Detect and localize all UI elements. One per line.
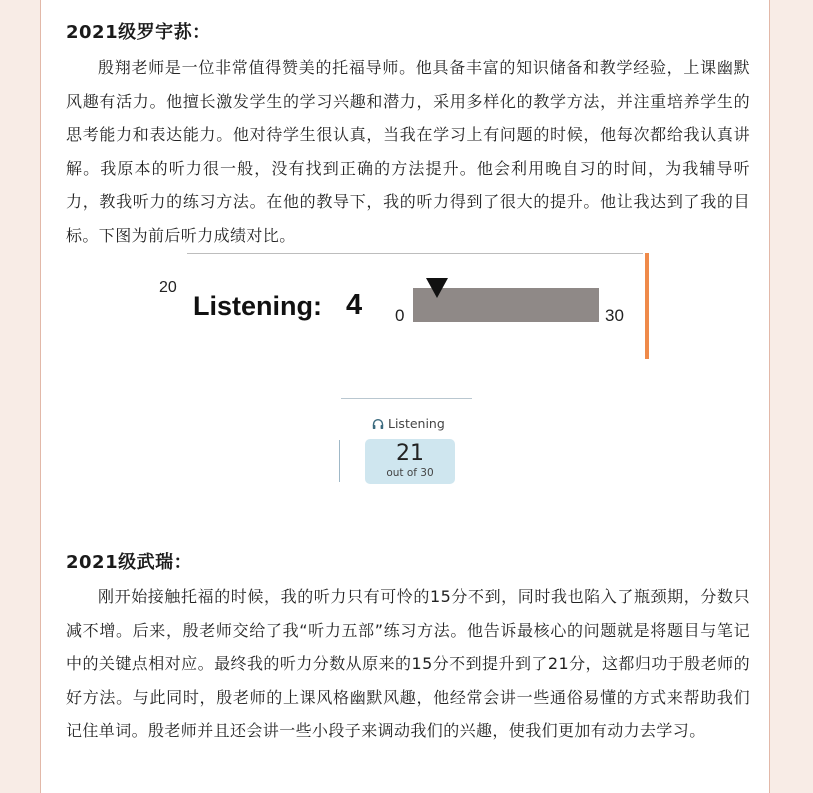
scale-max-label: 30 (605, 306, 624, 325)
card-score-value: 21 (396, 441, 424, 466)
listening-score-before-image (159, 253, 649, 359)
section2-paragraph: 刚开始接触托福的时候，我的听力只有可怜的15分不到，同时我也陷入了瓶颈期，分数只减不增。后来，殷老师交给了我“听力五部”练习方法。他告诉最核心的问题就是将题目与笔记中的关键点相对应。最终我的听力分数从原来的15分不到提升到了21分，这都归功于殷老师的好方法。与此同时，殷老师的上课风格幽默风趣，他经常会讲一些通俗易懂的方式来帮助我们记住单词。殷老师并且还会讲一些小段子来调动我们的兴趣，使我们更加有动力去学习。 (66, 587, 750, 740)
score-box (365, 439, 455, 484)
card-header (372, 416, 445, 431)
section1-heading: 2021级罗宇荪： (66, 22, 211, 43)
listening-label: Listening: (193, 291, 322, 321)
image-orange-edge (645, 253, 649, 359)
image-top-border (187, 253, 643, 254)
corner-number: 20 (159, 279, 177, 296)
card-out-of-label: out of 30 (386, 467, 434, 479)
listening-score-after-image (339, 398, 474, 488)
listening-score-value: 4 (346, 289, 363, 321)
card-left-divider (339, 440, 340, 482)
article-page (40, 0, 770, 793)
score-marker-triangle-icon (426, 278, 448, 298)
card-top-divider (341, 398, 472, 399)
card-title: Listening (388, 416, 445, 431)
section1-paragraph: 殷翔老师是一位非常值得赞美的托福导师。他具备丰富的知识储备和教学经验，上课幽默风趣有活力。他擅长激发学生的学习兴趣和潜力，采用多样化的教学方法，并注重培养学生的思考能力和表达能力。他对待学生很认真，当我在学习上有问题的时候，他每次都给我认真讲解。我原本的听力很一般，没有找到正确的方法提升。他会利用晚自习的时间，为我辅导听力，教我听力的练习方法。在他的教导下，我的听力得到了很大的提升。他让我达到了我的目标。下图为前后听力成绩对比。 (66, 58, 750, 245)
headphones-icon (372, 418, 384, 430)
scale-min-label: 0 (395, 306, 405, 325)
section2-heading: 2021级武瑞： (66, 552, 193, 573)
